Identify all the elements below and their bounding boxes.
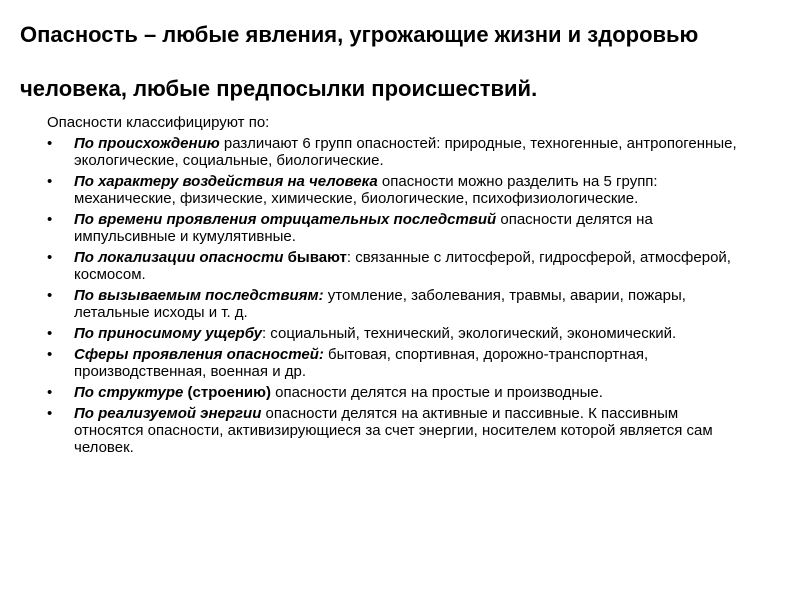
list-item <box>47 346 747 380</box>
item-term: По реализуемой энергии <box>74 405 262 422</box>
item-bold-suffix: бывают <box>283 249 347 266</box>
item-term: По структуре <box>74 384 184 401</box>
item-text: опасности делятся на импульсивные и кумулятивные. <box>74 211 653 245</box>
item-text: : социальный, технический, экологический, экономический. <box>261 325 677 342</box>
item-term: По вызываемым последствиям: <box>74 287 324 304</box>
item-text: : связанные с литосферой, гидросферой, атмосферой, космосом. <box>74 249 731 283</box>
bullet-icon: • <box>47 325 53 342</box>
item-term: По происхождению <box>74 135 220 152</box>
item-text: опасности можно разделить на 5 групп: механические, физические, химические, биологические, психофизиологические. <box>74 173 658 207</box>
item-term: По времени проявления отрицательных последствий <box>74 211 497 228</box>
item-term: По локализации опасности <box>74 249 284 266</box>
list-item <box>47 384 747 401</box>
bullet-icon: • <box>47 346 53 363</box>
list-item <box>47 287 747 321</box>
bullet-icon: • <box>47 249 53 266</box>
item-term: По характеру воздействия на человека <box>74 173 378 190</box>
slide-content <box>47 114 747 460</box>
slide-title: Опасность – любые явления, угрожающие жизни и здоровью человека, любые предпосылки происшествий. <box>20 22 699 101</box>
list-item <box>47 211 747 245</box>
item-term: По приносимому ущербу <box>74 325 262 342</box>
list-item <box>47 325 747 342</box>
item-term: Сферы проявления опасностей: <box>74 346 324 363</box>
item-text: различают 6 групп опасностей: природные, техногенные, антропогенные, экологические, социальные, биологические. <box>74 135 737 169</box>
item-text: опасности делятся на активные и пассивные. К пассивным относятся опасности, активизирующиеся за счет энергии, носителем которой является сам человек. <box>74 405 713 456</box>
bullet-icon: • <box>47 287 53 304</box>
classification-list <box>47 135 747 456</box>
intro-text: Опасности классифицируют по: <box>47 114 270 131</box>
list-item <box>47 135 747 169</box>
bullet-icon: • <box>47 211 53 228</box>
bullet-icon: • <box>47 384 53 401</box>
item-text: утомление, заболевания, травмы, аварии, пожары, летальные исходы и т. д. <box>74 287 686 321</box>
list-item <box>47 405 747 456</box>
bullet-icon: • <box>47 135 53 152</box>
item-text: опасности делятся на простые и производные. <box>270 384 603 401</box>
list-item <box>47 173 747 207</box>
item-text: бытовая, спортивная, дорожно-транспортная, производственная, военная и др. <box>74 346 649 380</box>
bullet-icon: • <box>47 405 53 422</box>
item-bold-suffix: (строению) <box>183 384 271 401</box>
bullet-icon: • <box>47 173 53 190</box>
list-item <box>47 249 747 283</box>
